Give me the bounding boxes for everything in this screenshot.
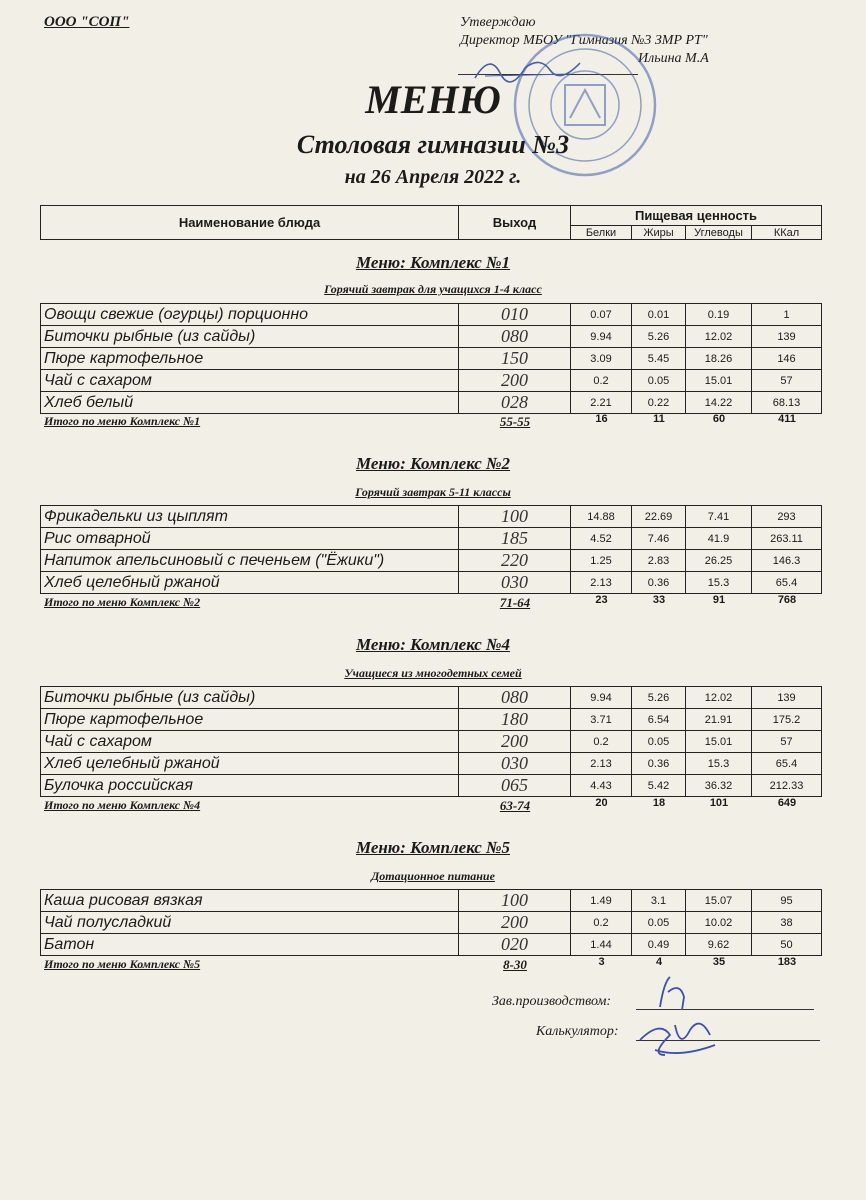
dish-kcal: 146.3 bbox=[752, 550, 822, 572]
dish-carbs: 10.02 bbox=[686, 912, 752, 934]
col-output-header: Выход bbox=[459, 206, 571, 240]
dish-protein: 1.49 bbox=[571, 890, 632, 912]
menu-table bbox=[40, 505, 822, 594]
dish-name: Чай с сахаром bbox=[41, 731, 459, 753]
dish-protein: 2.21 bbox=[571, 392, 632, 414]
total-p: 20 bbox=[595, 797, 608, 809]
manager-label: Зав.производством: bbox=[492, 994, 612, 1009]
section-title: Меню: Комплекс №4 bbox=[355, 635, 511, 654]
dish-kcal: 139 bbox=[752, 326, 822, 348]
dish-fat: 0.36 bbox=[632, 572, 686, 594]
dish-fat: 7.46 bbox=[632, 528, 686, 550]
dish-protein: 1.25 bbox=[571, 550, 632, 572]
section-title: Меню: Комплекс №5 bbox=[355, 838, 511, 857]
table-row bbox=[41, 304, 822, 326]
dish-output: 185 bbox=[459, 528, 571, 550]
dish-fat: 5.42 bbox=[632, 775, 686, 797]
dish-protein: 3.71 bbox=[571, 709, 632, 731]
dish-carbs: 36.32 bbox=[686, 775, 752, 797]
total-label: Итого по меню Комплекс №1 bbox=[44, 414, 201, 428]
total-f: 18 bbox=[652, 797, 666, 809]
dish-name: Напиток апельсиновый с печеньем ("Ёжики") bbox=[41, 550, 459, 572]
table-row bbox=[41, 709, 822, 731]
table-row bbox=[41, 370, 822, 392]
table-row bbox=[41, 687, 822, 709]
dish-fat: 22.69 bbox=[632, 506, 686, 528]
dish-fat: 6.54 bbox=[632, 709, 686, 731]
dish-kcal: 65.4 bbox=[752, 753, 822, 775]
dish-kcal: 175.2 bbox=[752, 709, 822, 731]
calculator-label: Калькулятор: bbox=[536, 1024, 619, 1039]
dish-output: 010 bbox=[459, 304, 571, 326]
table-row bbox=[41, 572, 822, 594]
total-f: 33 bbox=[652, 594, 666, 606]
table-row bbox=[41, 392, 822, 414]
menu-table bbox=[40, 889, 822, 956]
dish-name: Каша рисовая вязкая bbox=[41, 890, 459, 912]
total-c: 101 bbox=[709, 797, 729, 809]
dish-protein: 0.2 bbox=[571, 370, 632, 392]
dish-protein: 9.94 bbox=[571, 687, 632, 709]
dish-carbs: 12.02 bbox=[686, 326, 752, 348]
dish-output: 065 bbox=[459, 775, 571, 797]
dish-carbs: 41.9 bbox=[686, 528, 752, 550]
dish-output: 080 bbox=[459, 326, 571, 348]
total-p: 16 bbox=[595, 413, 608, 425]
dish-protein: 0.2 bbox=[571, 912, 632, 934]
dish-kcal: 57 bbox=[752, 370, 822, 392]
total-output: 55-55 bbox=[499, 414, 531, 429]
dish-carbs: 7.41 bbox=[686, 506, 752, 528]
table-row bbox=[41, 753, 822, 775]
total-c: 60 bbox=[712, 413, 726, 425]
dish-name: Чай полусладкий bbox=[41, 912, 459, 934]
dish-output: 100 bbox=[459, 506, 571, 528]
dish-fat: 5.45 bbox=[632, 348, 686, 370]
dish-fat: 3.1 bbox=[632, 890, 686, 912]
dish-name: Пюре картофельное bbox=[41, 348, 459, 370]
total-c: 35 bbox=[712, 956, 726, 968]
dish-name: Хлеб целебный ржаной bbox=[41, 753, 459, 775]
dish-kcal: 50 bbox=[752, 934, 822, 956]
total-k: 411 bbox=[778, 413, 796, 425]
dish-protein: 4.43 bbox=[571, 775, 632, 797]
dish-kcal: 57 bbox=[752, 731, 822, 753]
dish-name: Овощи свежие (огурцы) порционно bbox=[41, 304, 459, 326]
table-row bbox=[41, 528, 822, 550]
section-subtitle: Учащиеся из многодетных семей bbox=[344, 666, 522, 680]
total-label: Итого по меню Комплекс №2 bbox=[44, 595, 201, 609]
dish-fat: 2.83 bbox=[632, 550, 686, 572]
dish-fat: 0.49 bbox=[632, 934, 686, 956]
page-title: МЕНЮ bbox=[365, 77, 501, 122]
dish-protein: 3.09 bbox=[571, 348, 632, 370]
dish-carbs: 21.91 bbox=[686, 709, 752, 731]
dish-kcal: 68.13 bbox=[752, 392, 822, 414]
table-header bbox=[40, 205, 822, 240]
dish-kcal: 1 bbox=[752, 304, 822, 326]
col-kcal-header: ККал bbox=[752, 226, 822, 240]
total-k: 649 bbox=[777, 797, 797, 809]
dish-output: 180 bbox=[459, 709, 571, 731]
dish-carbs: 15.01 bbox=[686, 731, 752, 753]
menu-date: на 26 Апреля 2022 г. bbox=[344, 166, 522, 188]
total-k: 183 bbox=[777, 956, 797, 968]
dish-protein: 9.94 bbox=[571, 326, 632, 348]
total-f: 4 bbox=[655, 956, 663, 968]
total-output: 63-74 bbox=[499, 798, 531, 813]
dish-kcal: 146 bbox=[752, 348, 822, 370]
dish-name: Биточки рыбные (из сайды) bbox=[41, 326, 459, 348]
dish-fat: 0.05 bbox=[632, 731, 686, 753]
dish-name: Хлеб целебный ржаной bbox=[41, 572, 459, 594]
dish-carbs: 0.19 bbox=[686, 304, 752, 326]
dish-output: 220 bbox=[459, 550, 571, 572]
dish-output: 150 bbox=[459, 348, 571, 370]
dish-protein: 4.52 bbox=[571, 528, 632, 550]
dish-output: 200 bbox=[459, 370, 571, 392]
dish-name: Чай с сахаром bbox=[41, 370, 459, 392]
dish-output: 200 bbox=[459, 731, 571, 753]
table-row bbox=[41, 506, 822, 528]
col-carbs-header: Углеводы bbox=[686, 226, 752, 240]
dish-carbs: 18.26 bbox=[686, 348, 752, 370]
dish-name: Биточки рыбные (из сайды) bbox=[41, 687, 459, 709]
dish-name: Рис отварной bbox=[41, 528, 459, 550]
company-name: ООО "СОП" bbox=[44, 14, 130, 30]
dish-protein: 2.13 bbox=[571, 572, 632, 594]
col-name-header: Наименование блюда bbox=[41, 206, 459, 240]
dish-carbs: 15.07 bbox=[686, 890, 752, 912]
dish-output: 028 bbox=[459, 392, 571, 414]
table-row bbox=[41, 348, 822, 370]
dish-name: Хлеб белый bbox=[41, 392, 459, 414]
dish-kcal: 38 bbox=[752, 912, 822, 934]
total-p: 3 bbox=[598, 956, 605, 968]
dish-kcal: 65.4 bbox=[752, 572, 822, 594]
approve-position: Директор МБОУ "Гимназия №3 ЗМР РТ" bbox=[460, 33, 708, 48]
total-k: 768 bbox=[777, 594, 797, 606]
dish-fat: 0.05 bbox=[632, 912, 686, 934]
total-c: 91 bbox=[712, 594, 726, 606]
table-row bbox=[41, 731, 822, 753]
total-output: 71-64 bbox=[499, 595, 531, 610]
dish-carbs: 15.01 bbox=[686, 370, 752, 392]
dish-carbs: 12.02 bbox=[686, 687, 752, 709]
dish-fat: 0.22 bbox=[632, 392, 686, 414]
table-row bbox=[41, 326, 822, 348]
dish-kcal: 139 bbox=[752, 687, 822, 709]
manager-signature bbox=[650, 972, 700, 1012]
dish-output: 200 bbox=[459, 912, 571, 934]
total-p: 23 bbox=[595, 594, 608, 606]
dish-protein: 14.88 bbox=[571, 506, 632, 528]
dish-fat: 5.26 bbox=[632, 687, 686, 709]
col-fat-header: Жиры bbox=[632, 226, 686, 240]
dish-kcal: 293 bbox=[752, 506, 822, 528]
dish-kcal: 95 bbox=[752, 890, 822, 912]
section-title: Меню: Комплекс №1 bbox=[355, 253, 511, 272]
dish-carbs: 26.25 bbox=[686, 550, 752, 572]
dish-output: 030 bbox=[459, 753, 571, 775]
col-nutrition-header: Пищевая ценность bbox=[571, 206, 822, 226]
dish-output: 100 bbox=[459, 890, 571, 912]
total-label: Итого по меню Комплекс №4 bbox=[44, 798, 201, 812]
menu-table bbox=[40, 686, 822, 797]
dish-name: Батон bbox=[41, 934, 459, 956]
col-protein-header: Белки bbox=[571, 226, 632, 240]
dish-output: 030 bbox=[459, 572, 571, 594]
dish-name: Булочка российская bbox=[41, 775, 459, 797]
dish-kcal: 263.11 bbox=[752, 528, 822, 550]
table-row bbox=[41, 890, 822, 912]
table-row bbox=[41, 934, 822, 956]
section-subtitle: Горячий завтрак для учащихся 1-4 класс bbox=[324, 282, 542, 296]
dish-name: Фрикадельки из цыплят bbox=[41, 506, 459, 528]
menu-table bbox=[40, 303, 822, 414]
total-label: Итого по меню Комплекс №5 bbox=[44, 957, 201, 971]
dish-name: Пюре картофельное bbox=[41, 709, 459, 731]
dish-protein: 2.13 bbox=[571, 753, 632, 775]
dish-fat: 0.01 bbox=[632, 304, 686, 326]
approve-label: Утверждаю bbox=[460, 15, 536, 30]
dish-carbs: 9.62 bbox=[686, 934, 752, 956]
section-title: Меню: Комплекс №2 bbox=[355, 454, 511, 473]
dish-carbs: 15.3 bbox=[686, 753, 752, 775]
table-row bbox=[41, 912, 822, 934]
dish-carbs: 14.22 bbox=[686, 392, 752, 414]
dish-protein: 0.07 bbox=[571, 304, 632, 326]
total-f: 11 bbox=[653, 413, 665, 425]
total-output: 8-30 bbox=[503, 957, 527, 972]
table-row bbox=[41, 775, 822, 797]
dish-output: 080 bbox=[459, 687, 571, 709]
table-row bbox=[41, 550, 822, 572]
approve-person: Ильина М.А bbox=[638, 51, 709, 66]
dish-fat: 0.36 bbox=[632, 753, 686, 775]
dish-carbs: 15.3 bbox=[686, 572, 752, 594]
dish-protein: 0.2 bbox=[571, 731, 632, 753]
dish-fat: 5.26 bbox=[632, 326, 686, 348]
section-subtitle: Дотационное питание bbox=[371, 869, 495, 883]
dish-protein: 1.44 bbox=[571, 934, 632, 956]
dish-output: 020 bbox=[459, 934, 571, 956]
dish-kcal: 212.33 bbox=[752, 775, 822, 797]
dish-fat: 0.05 bbox=[632, 370, 686, 392]
section-subtitle: Горячий завтрак 5-11 классы bbox=[355, 485, 511, 499]
calculator-signature bbox=[630, 1010, 720, 1060]
page-subtitle: Столовая гимназии №3 bbox=[296, 130, 570, 159]
